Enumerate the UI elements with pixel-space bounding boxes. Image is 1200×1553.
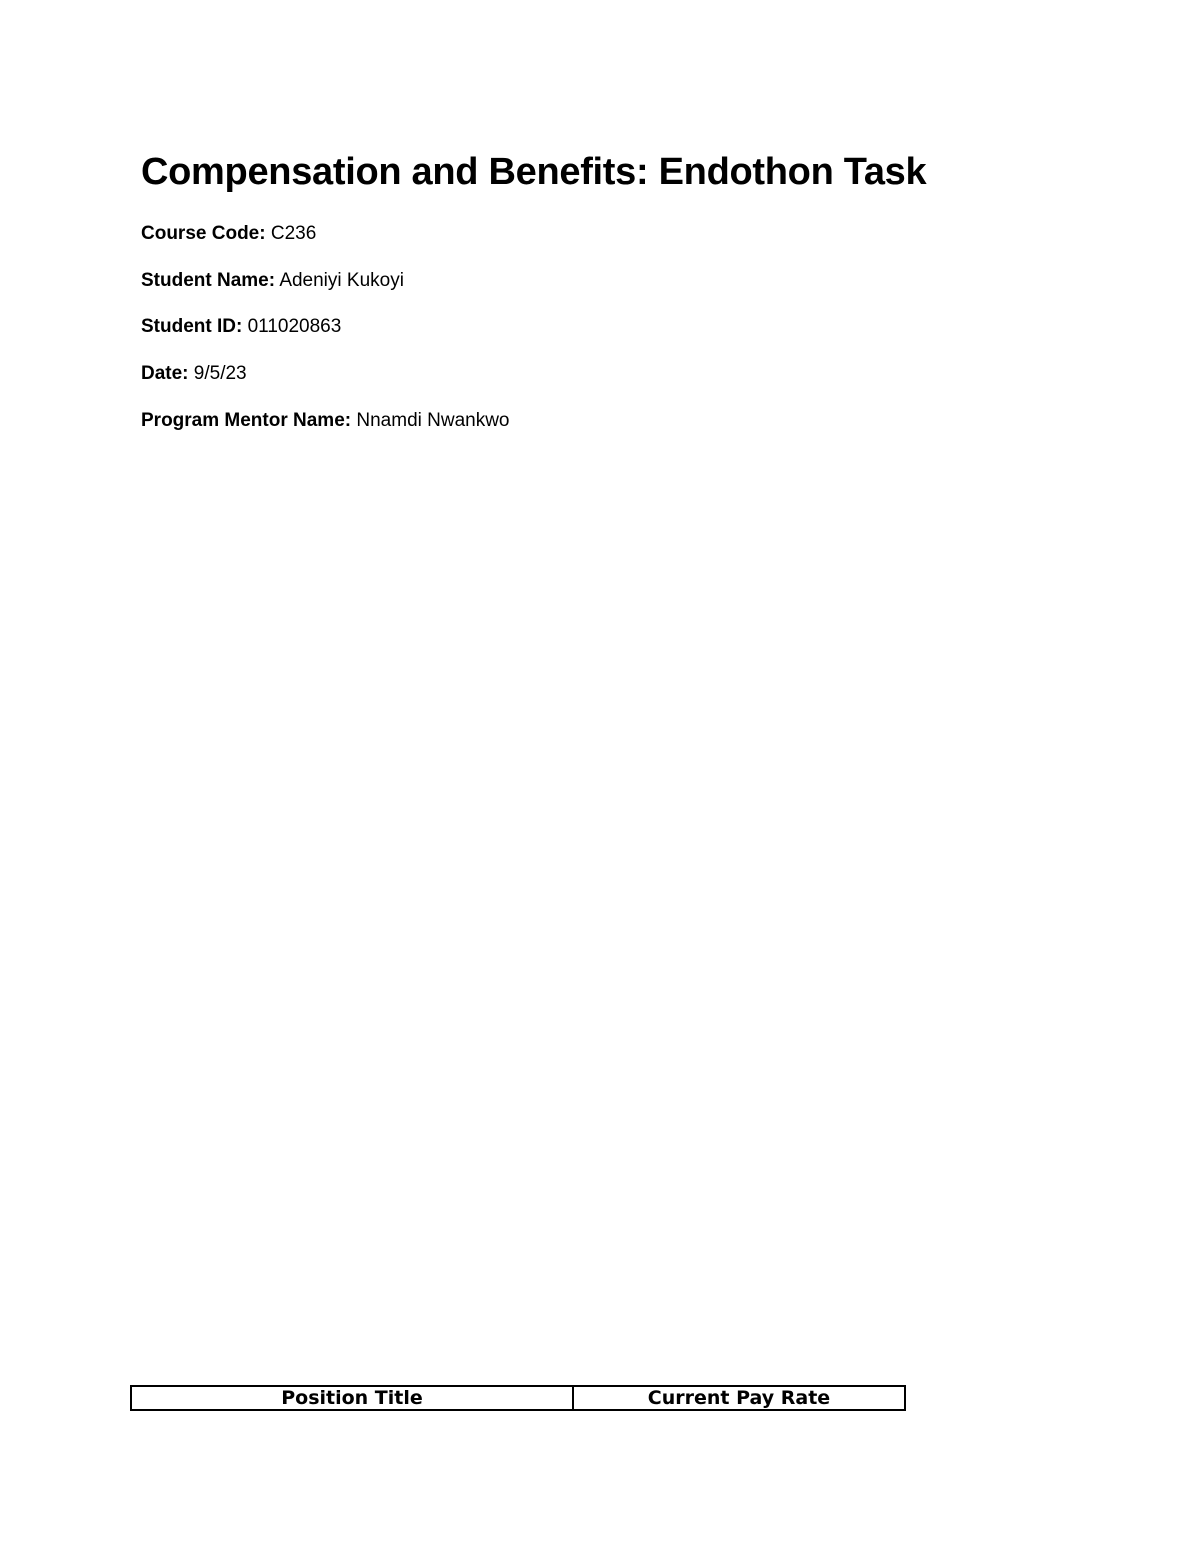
field-value: Adeniyi Kukoyi bbox=[279, 270, 404, 291]
field-label: Student ID: bbox=[141, 316, 243, 337]
date-field bbox=[141, 361, 247, 387]
field-label: Date: bbox=[141, 363, 189, 384]
position-title-header: Position Title bbox=[131, 1386, 573, 1410]
pay-rate-table bbox=[130, 1385, 906, 1411]
table-header-row bbox=[131, 1386, 905, 1410]
field-label: Student Name: bbox=[141, 270, 276, 291]
document-title: Compensation and Benefits: Endothon Task bbox=[141, 151, 927, 193]
current-pay-rate-header: Current Pay Rate bbox=[573, 1386, 905, 1410]
field-value: Nnamdi Nwankwo bbox=[356, 410, 510, 431]
course-code-field bbox=[141, 221, 316, 247]
field-label: Program Mentor Name: bbox=[141, 410, 352, 431]
student-name-field bbox=[141, 268, 404, 294]
student-id-field bbox=[141, 314, 341, 340]
field-value: 011020863 bbox=[247, 316, 342, 337]
field-value: 9/5/23 bbox=[193, 363, 247, 384]
program-mentor-field bbox=[141, 408, 510, 434]
field-label: Course Code: bbox=[141, 223, 266, 244]
field-value: C236 bbox=[270, 223, 317, 244]
